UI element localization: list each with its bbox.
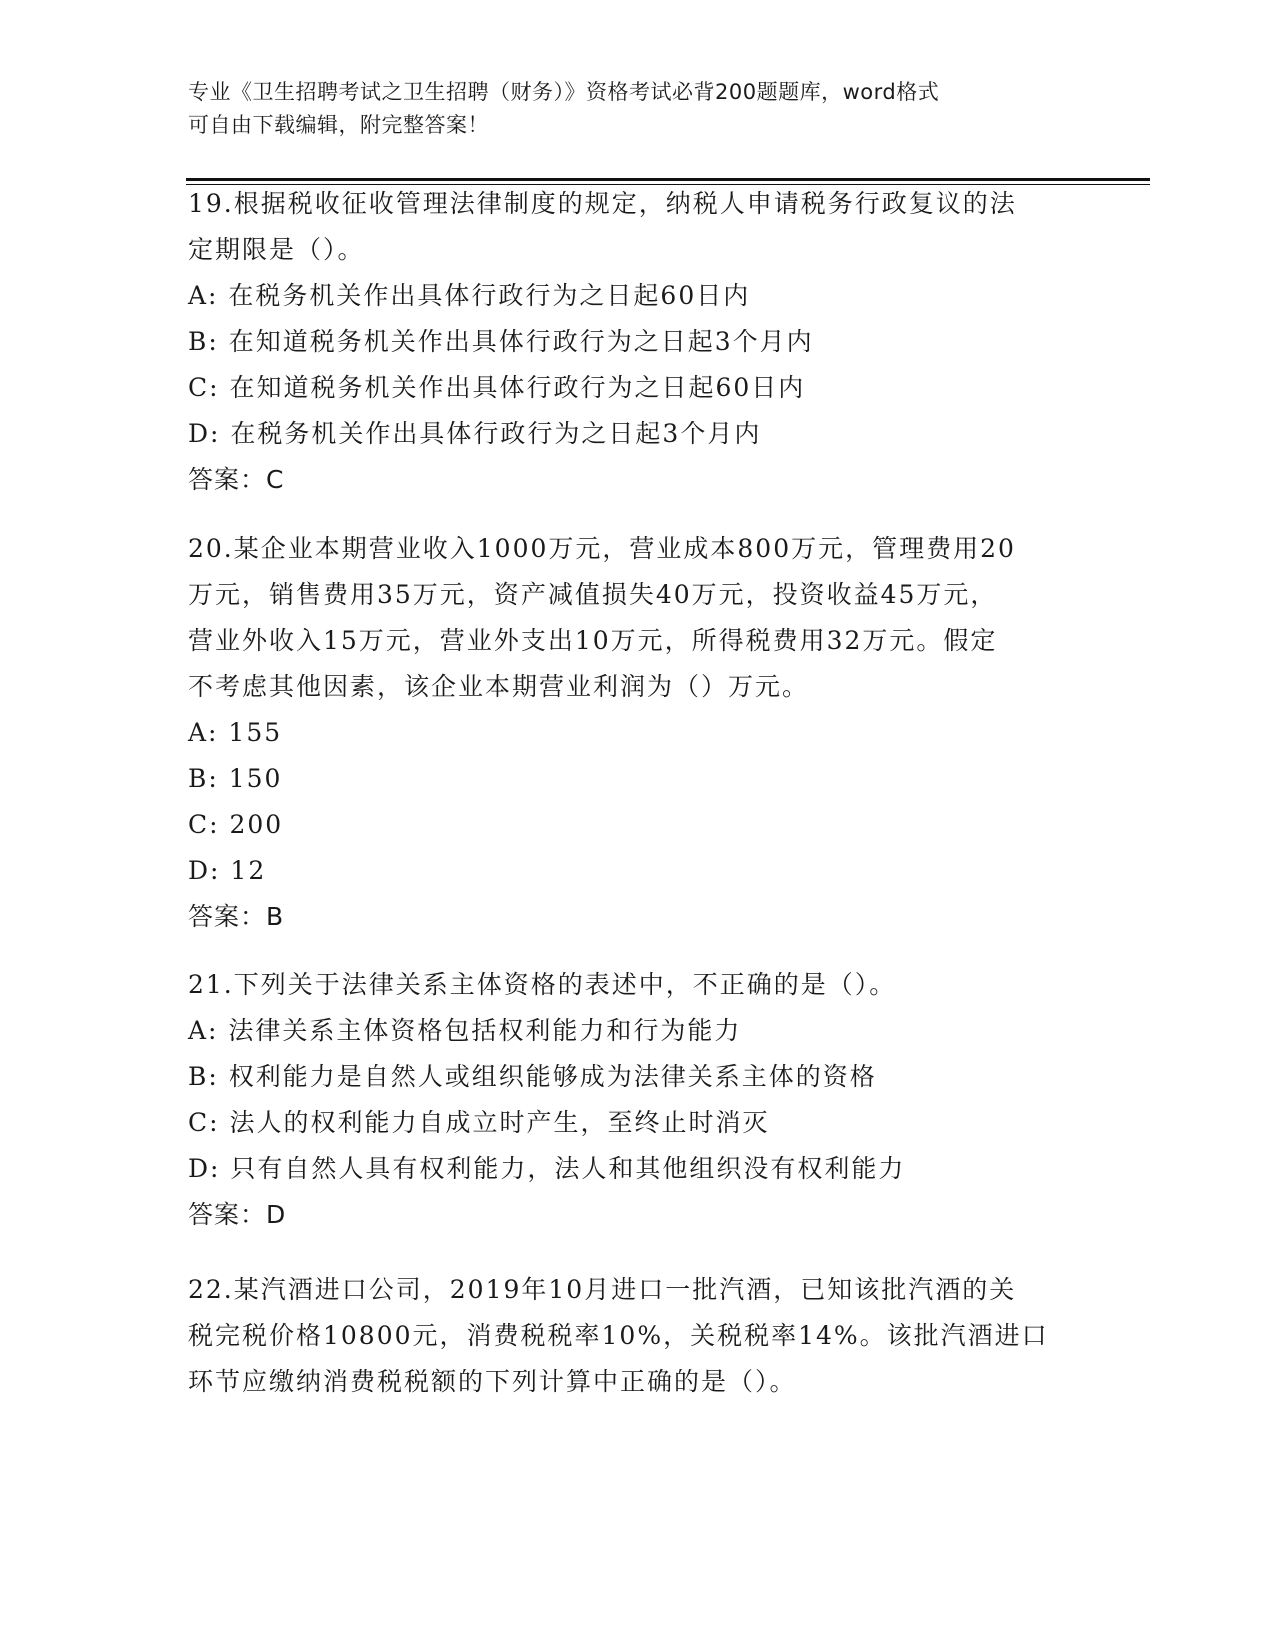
question-20 [188, 526, 1088, 940]
stem-line: 定期限是（）。 [188, 235, 365, 264]
option-b: B: 权利能力是自然人或组织能够成为法律关系主体的资格 [188, 1062, 877, 1091]
question-stem [188, 181, 1088, 273]
stem-line: 万元，销售费用35万元，资产减值损失40万元，投资收益45万元， [188, 580, 998, 609]
stem-line: 20.某企业本期营业收入1000万元，营业成本800万元，管理费用20 [188, 534, 1016, 563]
option-b: B: 在知道税务机关作出具体行政行为之日起3个月内 [188, 327, 814, 356]
stem-line: 税完税价格10800元，消费税税率10%，关税税率14%。该批汽酒进口 [188, 1321, 1049, 1350]
option-d: D: 12 [188, 856, 267, 885]
option-b: B: 150 [188, 764, 283, 793]
answer-line: 答案：C [188, 465, 285, 494]
header-line-2: 可自由下载编辑，附完整答案！ [188, 113, 489, 137]
option-c: C: 法人的权利能力自成立时产生，至终止时消灭 [188, 1108, 770, 1137]
question-22 [188, 1267, 1088, 1405]
question-19 [188, 181, 1088, 503]
question-21 [188, 962, 1088, 1238]
stem-line: 22.某汽酒进口公司，2019年10月进口一批汽酒，已知该批汽酒的关 [188, 1275, 1017, 1304]
option-a: A: 法律关系主体资格包括权利能力和行为能力 [188, 1016, 742, 1045]
option-c: C: 200 [188, 810, 284, 839]
option-c: C: 在知道税务机关作出具体行政行为之日起60日内 [188, 373, 806, 402]
stem-line: 环节应缴纳消费税税额的下列计算中正确的是（）。 [188, 1367, 797, 1396]
document-header [188, 76, 1068, 142]
question-stem [188, 1267, 1088, 1405]
option-d: D: 只有自然人具有权利能力，法人和其他组织没有权利能力 [188, 1154, 906, 1183]
stem-line: 19.根据税收征收管理法律制度的规定，纳税人申请税务行政复议的法 [188, 189, 1017, 218]
stem-line: 营业外收入15万元，营业外支出10万元，所得税费用32万元。假定 [188, 626, 998, 655]
option-d: D: 在税务机关作出具体行政行为之日起3个月内 [188, 419, 762, 448]
question-stem [188, 526, 1088, 710]
stem-line: 不考虑其他因素，该企业本期营业利润为（）万元。 [188, 672, 810, 701]
stem-line: 21.下列关于法律关系主体资格的表述中，不正确的是（）。 [188, 970, 897, 999]
question-stem [188, 962, 1088, 1008]
header-line-1: 专业《卫生招聘考试之卫生招聘（财务）》资格考试必背200题题库，word格式 [188, 80, 940, 104]
option-a: A: 155 [188, 718, 283, 747]
answer-line: 答案：D [188, 1200, 287, 1229]
option-a: A: 在税务机关作出具体行政行为之日起60日内 [188, 281, 751, 310]
answer-line: 答案：B [188, 902, 285, 931]
